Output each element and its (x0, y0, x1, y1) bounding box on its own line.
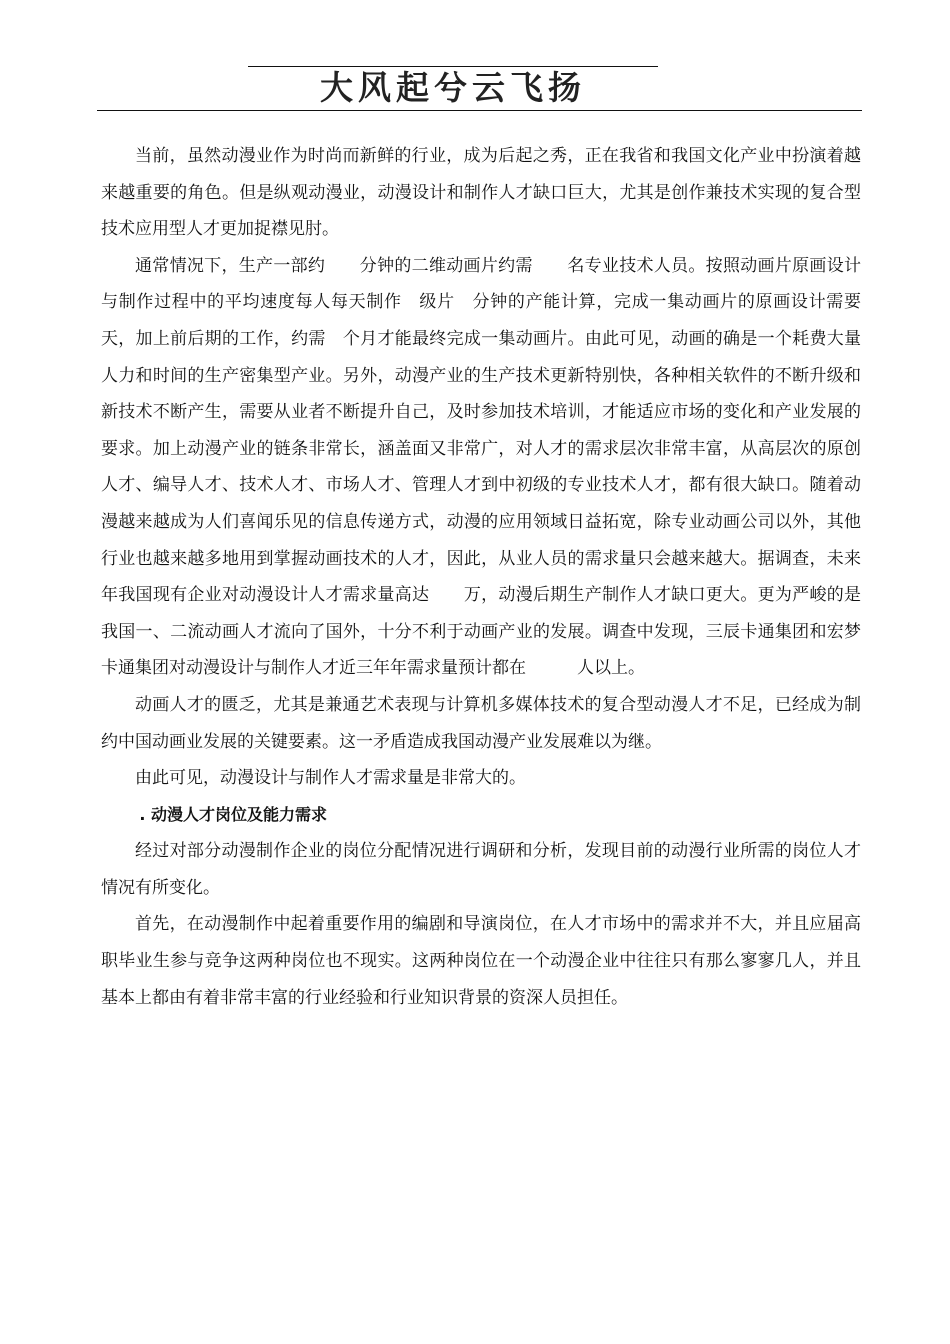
paragraph-intro: 当前，虽然动漫业作为时尚而新鲜的行业，成为后起之秀，正在我省和我国文化产业中扮演着越来越重要的角色。但是纵观动漫业，动漫设计和制作人才缺口巨大，尤其是创作兼技术实现的复合型技术应用型人才更加捉襟见肘。 (101, 146, 861, 240)
paragraph-director-roles: 首先，在动漫制作中起着重要作用的编剧和导演岗位，在人才市场中的需求并不大，并且应届高职毕业生参与竞争这两种岗位也不现实。这两种岗位在一个动漫企业中往往只有那么寥寥几人，并且基本上都由有着非常丰富的行业经验和行业知识背景的资深人员担任。 (101, 914, 861, 1008)
section-heading: . 动漫人才岗位及能力需求 (139, 804, 328, 824)
paragraph-survey: 经过对部分动漫制作企业的岗位分配情况进行调研和分析，发现目前的动漫行业所需的岗位人才情况有所变化。 (101, 841, 861, 898)
document-body (101, 138, 895, 1016)
paragraph-talent-shortage: 动画人才的匮乏，尤其是兼通艺术表现与计算机多媒体技术的复合型动漫人才不足，已经成为制约中国动画业发展的关键要素。这一矛盾造成我国动漫产业发展难以为继。 (101, 694, 861, 752)
page-header (0, 0, 950, 115)
header-bottom-rule (97, 110, 862, 111)
header-title: 大风起兮云飞扬 (320, 68, 586, 107)
paragraph-production-analysis: 通常情况下，生产一部约 分钟的二维动画片约需 名专业技术人员。按照动画片原画设计与制作过程中的平均速度每人每天制作 级片 分钟的产能计算，完成一集动画片的原画设计需要 天，加上前后期的工作，约需 个月才能最终完成一集动画片。由此可见，动画的确是一个耗费大量人力和时间的生产密集型产业。另外，动漫产业的生产技术更新特别快，各种相关软件的不断升级和新技术不断产生，需要从业者不断提升自己，及时参加技术培训，才能适应市场的变化和产业发展的要求。加上动漫产业的链条非常长，涵盖面又非常广，对人才的需求层次非常丰富，从高层次的原创人才、编导人才、技术人才、市场人才、管理人才到中初级的专业技术人才，都有很大缺口。随着动漫越来越成为人们喜闻乐见的信息传递方式，动漫的应用领域日益拓宽，除专业动画公司以外，其他行业也越来越多地用到掌握动画技术的人才，因此，从业人员的需求量只会越来越大。据调查，未来 年我国现有企业对动漫设计人才需求量高达 万，动漫后期生产制作人才缺口更大。更为严峻的是我国一、二流动画人才流向了国外，十分不利于动画产业的发展。调查中发现，三辰卡通集团和宏梦卡通集团对动漫设计与制作人才近三年年需求量预计都在 人以上。 (101, 255, 895, 679)
paragraph-conclusion: 由此可见，动漫设计与制作人才需求量是非常大的。 (135, 768, 526, 789)
header-top-rule (248, 66, 658, 67)
